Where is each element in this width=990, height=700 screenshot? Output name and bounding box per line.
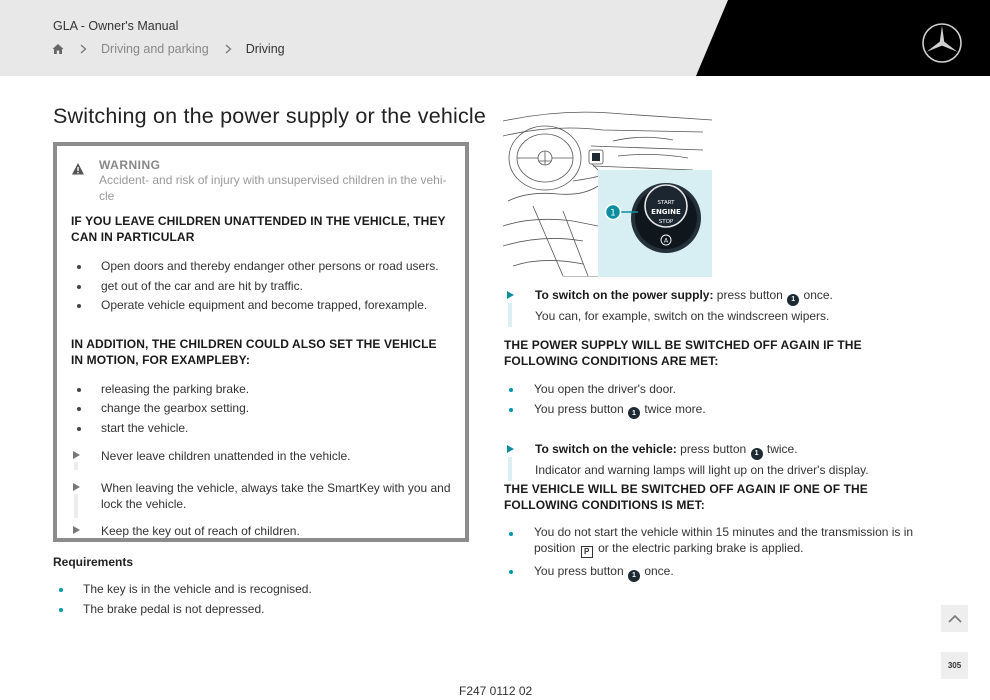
warning-header — [71, 158, 451, 204]
list-item: You press button 1 twice more. — [504, 400, 934, 420]
list-item: The brake pedal is not depressed. — [53, 600, 312, 620]
chevron-right-icon — [80, 44, 87, 54]
gear-p-icon: P — [581, 546, 593, 558]
step-text: press button — [680, 442, 747, 456]
step-text: twice. — [766, 442, 798, 456]
header-bar — [0, 0, 990, 76]
figure-code: F247 0112 02 — [459, 684, 533, 698]
step-text: press button — [716, 288, 783, 302]
step-arrow-icon — [507, 291, 514, 299]
warning-caption-unattended: IF YOU LEAVE CHILDREN UNATTENDED IN THE VEHICLE, THEY CAN IN PARTICULAR — [71, 214, 446, 244]
list-item: start the vehicle. — [71, 419, 451, 439]
step-power-supply — [504, 285, 934, 326]
step-bar — [508, 303, 512, 327]
scroll-to-top-button[interactable] — [941, 605, 968, 632]
step-label: To switch on the vehicle: — [535, 442, 677, 456]
step-text: once. — [803, 288, 833, 302]
warning-list-motion — [71, 380, 451, 439]
vehicle-section — [504, 439, 934, 582]
step-text: Never leave children unattended in the vehicle. — [101, 449, 351, 463]
home-icon[interactable] — [52, 43, 64, 55]
vehicle-off-caption: THE VEHICLE WILL BE SWITCHED OFF AGAIN IF ONE OF THE FOLLOWING CONDITIONS IS MET: — [504, 482, 868, 512]
step-bar — [508, 457, 512, 481]
step-arrow-icon — [507, 445, 514, 453]
step-label: To switch on the power supply: — [535, 288, 714, 302]
warning-box — [53, 142, 469, 542]
step-item — [71, 448, 451, 464]
doc-title: GLA - Owner's Manual — [53, 19, 179, 33]
power-supply-section — [504, 285, 934, 419]
step-bar — [74, 494, 78, 518]
breadcrumb-driving-and-parking[interactable]: Driving and parking — [101, 42, 209, 56]
step-text: When leaving the vehicle, always take the SmartKey with you and lock the vehicle. — [101, 481, 451, 511]
step-item — [71, 523, 451, 539]
warning-title: WARNING — [99, 158, 161, 172]
warning-list-risks — [71, 257, 451, 316]
chevron-right-icon — [225, 44, 232, 54]
header-brand-panel — [0, 0, 990, 76]
step-result: Indicator and warning lamps will light up on the driver's display. — [535, 463, 869, 477]
button-1-icon: 1 — [628, 570, 640, 582]
list-item: You press button 1 once. — [504, 562, 934, 582]
list-item: You open the driver's door. — [504, 380, 934, 400]
list-item: You do not start the vehicle within 15 minutes and the transmission is in position P or the electric parking brake is applied. — [504, 524, 934, 558]
breadcrumb — [52, 42, 285, 56]
step-arrow-icon — [73, 526, 80, 534]
requirements-list — [53, 580, 312, 619]
button-1-icon: 1 — [628, 407, 640, 419]
list-item: change the gearbox setting. — [71, 399, 451, 419]
step-item — [71, 480, 451, 512]
button-label-engine: ENGINE — [651, 208, 681, 216]
page-title: Switching on the power supply or the vehicle — [53, 104, 487, 128]
power-off-conditions — [504, 380, 934, 419]
step-bar — [74, 462, 78, 470]
button-1-icon: 1 — [787, 294, 799, 306]
power-off-caption: THE POWER SUPPLY WILL BE SWITCHED OFF AGAIN IF THE FOLLOWING CONDITIONS ARE MET: — [504, 338, 862, 368]
start-stop-button-illustration — [503, 106, 712, 277]
step-text: Keep the key out of reach of children. — [101, 524, 300, 538]
step-arrow-icon — [73, 483, 80, 491]
step-vehicle — [504, 439, 934, 480]
warning-triangle-icon — [71, 162, 85, 176]
chevron-up-icon — [948, 614, 962, 623]
page-number-badge[interactable]: 305 — [941, 652, 968, 679]
svg-text:A: A — [663, 237, 669, 245]
warning-subtitle: Accident- and risk of injury with unsupervised children in the vehi-cle — [99, 173, 447, 203]
warning-steps — [71, 448, 451, 539]
button-label-start: START — [657, 200, 675, 206]
list-item: get out of the car and are hit by traffic. — [71, 277, 451, 297]
list-item: The key is in the vehicle and is recognised. — [53, 580, 312, 600]
button-label-stop: STOP — [658, 219, 674, 225]
step-arrow-icon — [73, 451, 80, 459]
warning-caption-motion: IN ADDITION, THE CHILDREN COULD ALSO SET THE VEHICLE IN MOTION, FOR EXAMPLEBY: — [71, 336, 437, 367]
mercedes-star-logo-icon[interactable] — [921, 22, 963, 64]
step-result: You can, for example, switch on the windscreen wipers. — [535, 309, 830, 323]
vehicle-off-conditions — [504, 524, 934, 582]
list-item: releasing the parking brake. — [71, 380, 451, 400]
requirements-title: Requirements — [53, 555, 134, 569]
callout-number: 1 — [610, 208, 616, 219]
list-item: Operate vehicle equipment and become trapped, forexample. — [71, 296, 451, 316]
button-1-icon: 1 — [751, 448, 763, 460]
list-item: Open doors and thereby endanger other persons or road users. — [71, 257, 451, 277]
breadcrumb-driving: Driving — [245, 42, 285, 56]
